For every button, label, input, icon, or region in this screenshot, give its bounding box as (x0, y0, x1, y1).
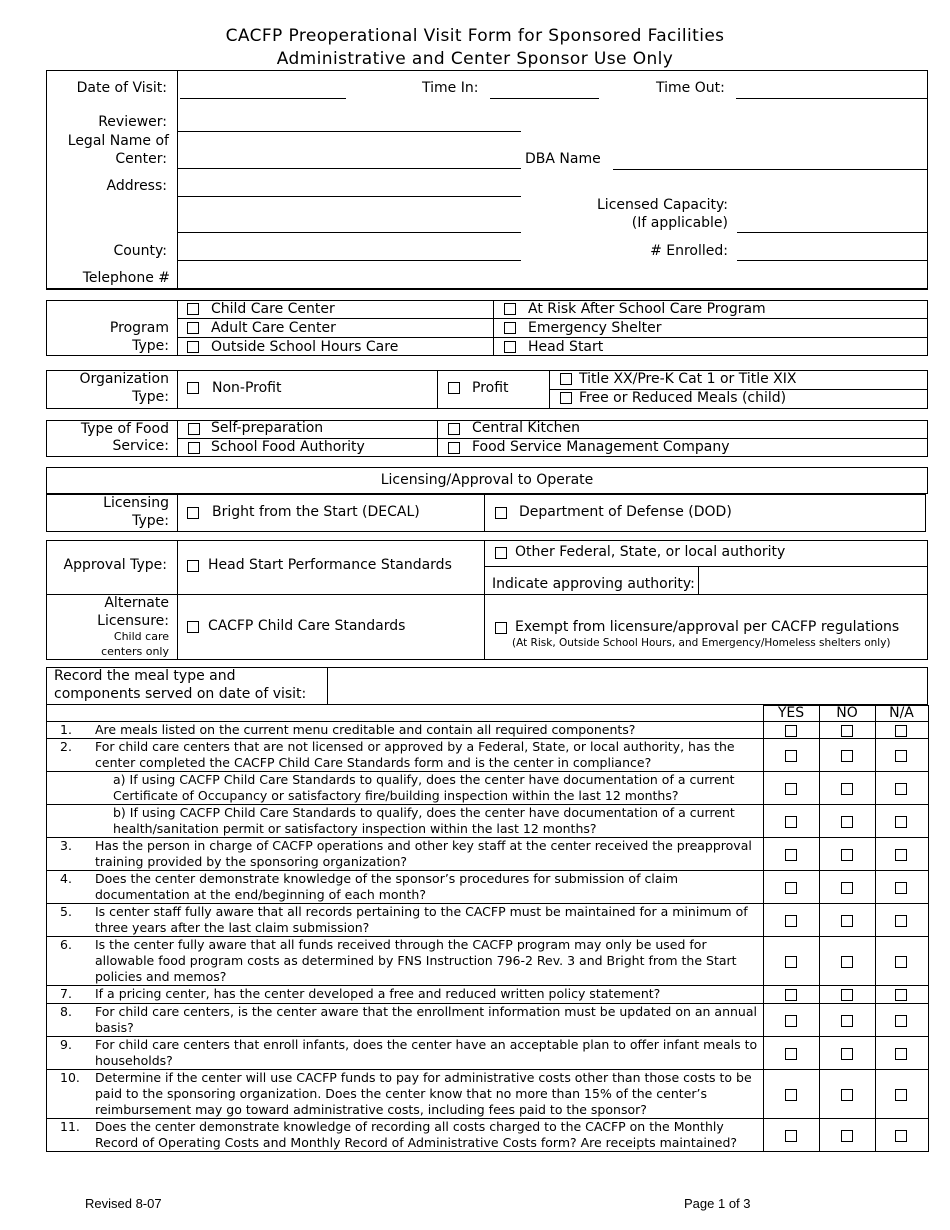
head-start-standards-checkbox[interactable] (187, 560, 199, 572)
outside-school-hours-option: Outside School Hours Care (211, 339, 399, 355)
reviewer-label: Reviewer: (98, 114, 167, 130)
question-na-checkbox[interactable] (895, 989, 907, 1001)
dba-name-field[interactable] (613, 169, 928, 170)
cacfp-standards-option: CACFP Child Care Standards (208, 618, 406, 634)
question-no-checkbox[interactable] (841, 1015, 853, 1027)
approval-type-label: Approval Type: (63, 557, 167, 573)
child-care-center-option: Child Care Center (211, 301, 335, 317)
question-line: basis? (95, 1020, 134, 1035)
question-number: 4. (60, 871, 72, 886)
question-line: Determine if the center will use CACFP funds to pay for administrative costs other than those costs to be (95, 1070, 752, 1085)
approving-authority-field[interactable] (700, 568, 926, 593)
question-number: 9. (60, 1037, 72, 1052)
question-text (95, 871, 763, 903)
question-line: documentation at the end/beginning of each month? (95, 887, 426, 902)
question-line: Does the center demonstrate knowledge of recording all costs charged to the CACFP on the Monthly (95, 1119, 724, 1134)
question-line: b) If using CACFP Child Care Standards to qualify, does the center have documentation of a current (113, 805, 735, 820)
central-kitchen-checkbox[interactable] (448, 423, 460, 435)
question-no-checkbox[interactable] (841, 956, 853, 968)
question-line: health/sanitation permit or satisfactory inspection within the last 12 months? (113, 821, 597, 836)
free-reduced-meals-checkbox[interactable] (560, 392, 572, 404)
time-in-field[interactable] (490, 98, 599, 99)
form-title: CACFP Preoperational Visit Form for Sponsored Facilities (225, 26, 725, 46)
emergency-shelter-checkbox[interactable] (504, 322, 516, 334)
question-yes-checkbox[interactable] (785, 1048, 797, 1060)
legal-name-field[interactable] (177, 168, 521, 169)
enrolled-field[interactable] (737, 260, 928, 261)
question-yes-checkbox[interactable] (785, 783, 797, 795)
yes-column-header: YES (777, 705, 805, 721)
head-start-checkbox[interactable] (504, 341, 516, 353)
program-type-label-cont: Type: (132, 338, 169, 354)
head-start-standards-option: Head Start Performance Standards (208, 557, 452, 573)
question-line: For child care centers that enroll infants, does the center have an acceptable plan to offer infant meals to (95, 1037, 758, 1052)
question-text (95, 1004, 763, 1036)
question-yes-checkbox[interactable] (785, 750, 797, 762)
question-no-checkbox[interactable] (841, 849, 853, 861)
question-no-checkbox[interactable] (841, 989, 853, 1001)
other-authority-option: Other Federal, State, or local authority (515, 544, 786, 560)
exempt-option: Exempt from licensure/approval per CACFP regulations (515, 619, 900, 635)
na-column-header: N/A (889, 705, 914, 721)
question-yes-checkbox[interactable] (785, 882, 797, 894)
question-no-checkbox[interactable] (841, 1048, 853, 1060)
question-no-checkbox[interactable] (841, 816, 853, 828)
self-preparation-option: Self-preparation (211, 420, 324, 436)
question-text (113, 772, 763, 804)
central-kitchen-option: Central Kitchen (472, 420, 581, 436)
info-section-border (46, 70, 928, 290)
question-text (95, 1119, 763, 1151)
question-yes-checkbox[interactable] (785, 1015, 797, 1027)
licensing-type-label-cont: Type: (132, 513, 169, 529)
question-yes-checkbox[interactable] (785, 956, 797, 968)
question-text (95, 722, 763, 738)
alternate-licensure-label-cont: Licensure: (97, 613, 169, 629)
question-na-checkbox[interactable] (895, 1015, 907, 1027)
licensing-type-row (46, 494, 926, 532)
alternate-licensure-note: Child care (113, 630, 169, 643)
school-food-authority-checkbox[interactable] (188, 442, 200, 454)
food-service-label: Type of Food (80, 421, 169, 437)
question-line: training provided by the sponsoring organization? (95, 854, 408, 869)
reviewer-field[interactable] (177, 131, 521, 132)
county-field[interactable] (177, 260, 521, 261)
question-number: 7. (60, 986, 72, 1001)
question-na-checkbox[interactable] (895, 1089, 907, 1101)
cacfp-standards-checkbox[interactable] (187, 621, 199, 633)
question-no-checkbox[interactable] (841, 882, 853, 894)
question-no-checkbox[interactable] (841, 1130, 853, 1142)
question-line: policies and memos? (95, 969, 227, 984)
revision-date: Revised 8-07 (85, 1196, 162, 1211)
dba-name-label: DBA Name (525, 151, 601, 167)
question-number: 10. (60, 1070, 80, 1085)
question-line: Has the person in charge of CACFP operations and other key staff at the center received the preapproval (95, 838, 752, 853)
organization-type-label-cont: Type: (132, 389, 169, 405)
alternate-licensure-label: Alternate (104, 595, 169, 611)
at-risk-checkbox[interactable] (504, 303, 516, 315)
other-authority-checkbox[interactable] (495, 547, 507, 559)
question-line: For child care centers, is the center aware that the enrollment information must be updated on an annual (95, 1004, 757, 1019)
decal-option: Bright from the Start (DECAL) (212, 504, 420, 520)
question-text (95, 904, 763, 936)
question-line: households? (95, 1053, 173, 1068)
question-line: Is center staff fully aware that all records pertaining to the CACFP must be maintained for a minimum of (95, 904, 748, 919)
question-line: allowable food program costs as determined by FNS Instruction 796-2 Rev. 3 and Bright from the Start (95, 953, 737, 968)
at-risk-option: At Risk After School Care Program (528, 301, 766, 317)
question-no-checkbox[interactable] (841, 750, 853, 762)
question-line: a) If using CACFP Child Care Standards to qualify, does the center have documentation of a current (113, 772, 735, 787)
question-text (95, 838, 763, 870)
question-line: Record of Operating Costs and Monthly Record of Administrative Costs form? Are receipts maintained? (95, 1135, 738, 1150)
program-type-label: Program (109, 320, 169, 336)
organization-type-label: Organization (79, 371, 169, 387)
address-label: Address: (106, 178, 167, 194)
licensed-capacity-field[interactable] (737, 232, 928, 233)
fsmc-checkbox[interactable] (448, 442, 460, 454)
county-label: County: (113, 243, 167, 259)
question-text (95, 937, 763, 985)
school-food-authority-option: School Food Authority (211, 439, 365, 455)
question-na-checkbox[interactable] (895, 750, 907, 762)
question-number: 6. (60, 937, 72, 952)
meal-record-label: Record the meal type and (54, 668, 236, 684)
question-yes-checkbox[interactable] (785, 725, 797, 737)
dod-option: Department of Defense (DOD) (519, 504, 732, 520)
time-out-field[interactable] (736, 98, 928, 99)
question-text (95, 739, 763, 771)
question-na-checkbox[interactable] (895, 849, 907, 861)
question-line: paid to the sponsoring organization. Does the center know that no more than 15% of the center’s (95, 1086, 708, 1101)
profit-option: Profit (472, 380, 509, 396)
question-line: reimbursement may go toward administrative costs, including fees paid to the sponsor? (95, 1102, 647, 1117)
adult-care-center-checkbox[interactable] (187, 322, 199, 334)
no-column-header: NO (836, 705, 858, 721)
question-na-checkbox[interactable] (895, 1130, 907, 1142)
telephone-field[interactable] (46, 288, 928, 289)
question-line: Does the center demonstrate knowledge of the sponsor’s procedures for submission of claim (95, 871, 679, 886)
question-no-checkbox[interactable] (841, 915, 853, 927)
question-text (113, 805, 763, 837)
licensing-type-label: Licensing (103, 495, 169, 511)
question-yes-checkbox[interactable] (785, 1089, 797, 1101)
form-subtitle: Administrative and Center Sponsor Use Only (276, 49, 674, 69)
fsmc-option: Food Service Management Company (472, 439, 730, 455)
question-no-checkbox[interactable] (841, 725, 853, 737)
question-yes-checkbox[interactable] (785, 816, 797, 828)
legal-name-label-cont: Center: (115, 151, 167, 167)
address-field-2[interactable] (177, 232, 521, 233)
licensed-capacity-label: Licensed Capacity: (597, 197, 728, 213)
meal-record-label-cont: components served on date of visit: (54, 686, 307, 702)
question-line: Are meals listed on the current menu creditable and contain all required components? (95, 722, 636, 737)
question-na-checkbox[interactable] (895, 725, 907, 737)
page-number: Page 1 of 3 (684, 1196, 751, 1211)
alternate-licensure-note-cont: centers only (101, 645, 169, 658)
free-reduced-meals-option: Free or Reduced Meals (child) (579, 390, 787, 406)
meal-record-field[interactable] (329, 669, 926, 703)
non-profit-option: Non-Profit (212, 380, 282, 396)
date-of-visit-field[interactable] (180, 98, 346, 99)
enrolled-label: # Enrolled: (650, 243, 728, 259)
question-number: 3. (60, 838, 72, 853)
licensed-capacity-note: (If applicable) (631, 215, 728, 231)
outside-school-hours-checkbox[interactable] (187, 341, 199, 353)
emergency-shelter-option: Emergency Shelter (528, 320, 662, 336)
title-xx-checkbox[interactable] (560, 373, 572, 385)
question-line: Certificate of Occupancy or satisfactory fire/building inspection within the last 12 months? (113, 788, 679, 803)
question-na-checkbox[interactable] (895, 956, 907, 968)
question-yes-checkbox[interactable] (785, 1130, 797, 1142)
question-text (95, 1037, 763, 1069)
telephone-label: Telephone # (82, 270, 170, 286)
exempt-checkbox[interactable] (495, 622, 507, 634)
legal-name-label: Legal Name of (67, 133, 169, 149)
decal-checkbox[interactable] (187, 507, 199, 519)
question-text (95, 986, 763, 1002)
self-preparation-checkbox[interactable] (188, 423, 200, 435)
address-field-1[interactable] (177, 196, 521, 197)
adult-care-center-option: Adult Care Center (211, 320, 336, 336)
child-care-center-checkbox[interactable] (187, 303, 199, 315)
question-line: For child care centers that are not licensed or approved by a Federal, State, or local authority, has the (95, 739, 735, 754)
licensing-section-title: Licensing/Approval to Operate (380, 472, 594, 488)
time-out-label: Time Out: (656, 80, 725, 96)
food-service-label-cont: Service: (112, 438, 169, 454)
question-na-checkbox[interactable] (895, 1048, 907, 1060)
question-na-checkbox[interactable] (895, 816, 907, 828)
question-line: Is the center fully aware that all funds received through the CACFP program may only be used for (95, 937, 707, 952)
question-no-checkbox[interactable] (841, 1089, 853, 1101)
question-na-checkbox[interactable] (895, 882, 907, 894)
date-of-visit-label: Date of Visit: (76, 80, 167, 96)
non-profit-checkbox[interactable] (187, 382, 199, 394)
dod-checkbox[interactable] (495, 507, 507, 519)
question-line: three years after the last claim submission? (95, 920, 370, 935)
question-line: If a pricing center, has the center developed a free and reduced written policy statement? (95, 986, 661, 1001)
question-number: 8. (60, 1004, 72, 1019)
question-number: 5. (60, 904, 72, 919)
question-number: 2. (60, 739, 72, 754)
time-in-label: Time In: (422, 80, 479, 96)
head-start-option: Head Start (528, 339, 604, 355)
profit-checkbox[interactable] (448, 382, 460, 394)
question-yes-checkbox[interactable] (785, 989, 797, 1001)
question-text (95, 1070, 763, 1118)
question-no-checkbox[interactable] (841, 783, 853, 795)
question-line: center completed the CACFP Child Care Standards form and is the center in compliance? (95, 755, 652, 770)
question-number: 11. (60, 1119, 80, 1134)
question-na-checkbox[interactable] (895, 783, 907, 795)
question-number: 1. (60, 722, 72, 737)
title-xx-option: Title XX/Pre-K Cat 1 or Title XIX (579, 371, 797, 387)
approving-authority-label: Indicate approving authority: (492, 576, 695, 592)
question-na-checkbox[interactable] (895, 915, 907, 927)
program-type-section (46, 300, 928, 356)
question-yes-checkbox[interactable] (785, 915, 797, 927)
exempt-note: (At Risk, Outside School Hours, and Emergency/Homeless shelters only) (512, 637, 891, 649)
question-yes-checkbox[interactable] (785, 849, 797, 861)
